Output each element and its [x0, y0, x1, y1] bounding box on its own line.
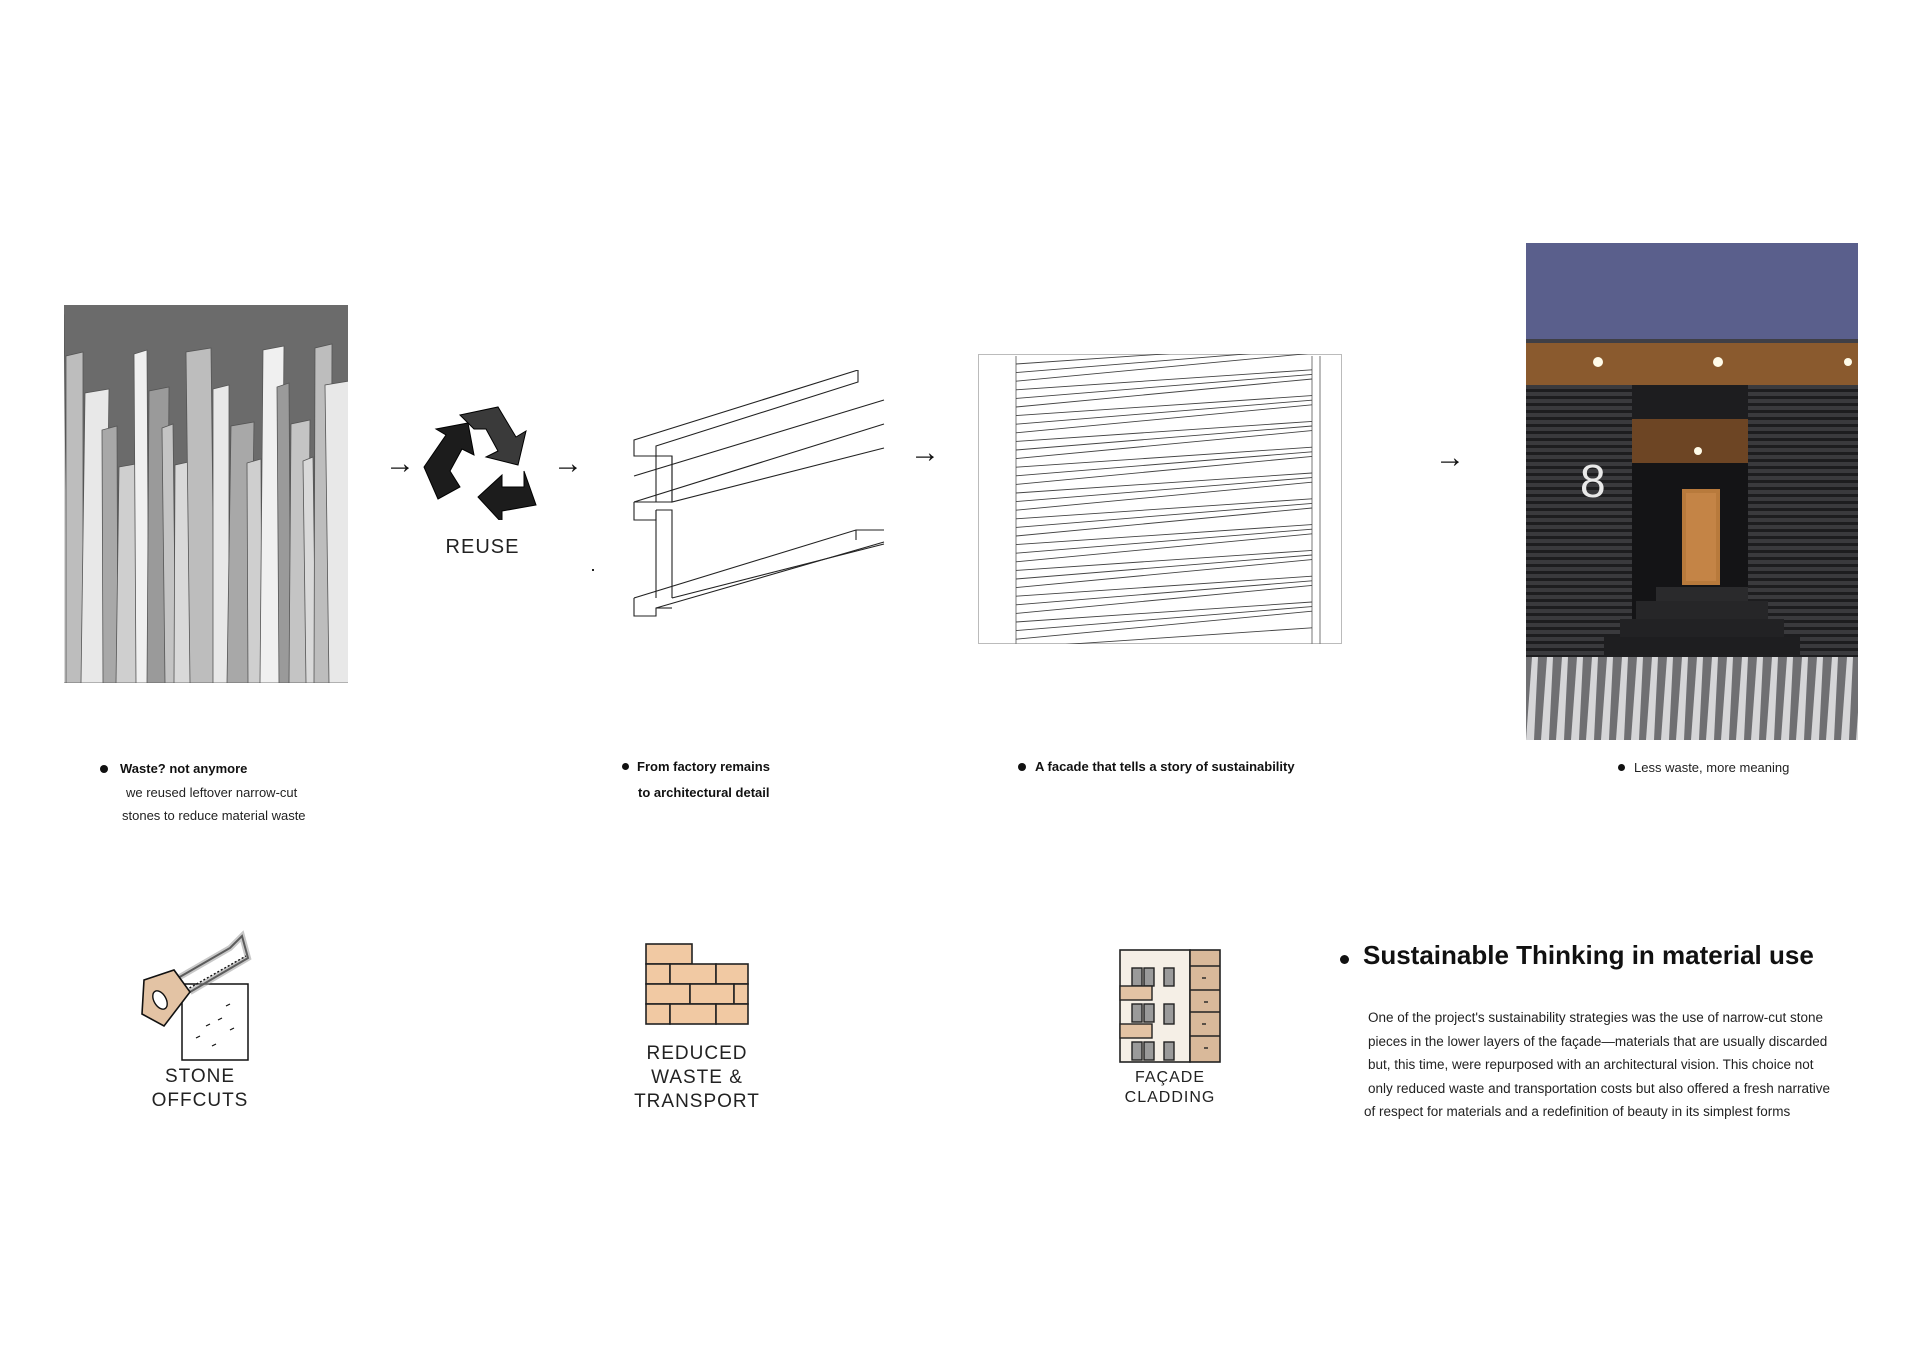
caption-title: Waste? not anymore	[120, 761, 248, 776]
facade-elevation-drawing	[978, 354, 1342, 644]
paragraph-line: of respect for materials and a redefinition of beauty in its simplest forms	[1364, 1104, 1791, 1119]
stone-profile-drawing	[628, 370, 890, 618]
caption-factory	[622, 758, 862, 800]
paragraph-line: only reduced waste and transportation costs but also offered a fresh narrative	[1368, 1080, 1831, 1096]
arrow-icon: →	[1435, 441, 1465, 474]
bullet	[622, 763, 629, 770]
label-line: WASTE &	[651, 1067, 743, 1088]
caption-title: From factory remains	[637, 759, 770, 774]
arrow-icon: →	[385, 447, 415, 480]
caption-title: Less waste, more meaning	[1634, 760, 1790, 775]
caption-meaning	[1618, 759, 1858, 777]
brick-wall-icon	[644, 942, 750, 1028]
caption-title: A facade that tells a story of sustainability	[1035, 759, 1295, 774]
caption-line: stones to reduce material waste	[122, 808, 306, 823]
building-entrance-photo	[1526, 243, 1858, 740]
bullet	[1340, 955, 1349, 964]
bullet	[100, 765, 108, 773]
bullet	[1018, 763, 1026, 771]
label-line: TRANSPORT	[634, 1091, 760, 1112]
caption-line: we reused leftover narrow-cut	[126, 785, 298, 800]
stone-offcuts-label	[130, 1065, 270, 1113]
caption-line: to architectural detail	[638, 785, 770, 800]
reduced-waste-label	[622, 1042, 772, 1114]
label-line: CLADDING	[1124, 1089, 1216, 1106]
bullet	[1618, 764, 1625, 771]
stone-offcuts-photo	[64, 305, 348, 683]
paragraph-line: pieces in the lower layers of the façade—materials that are usually discarded	[1368, 1033, 1828, 1049]
dot-mark	[592, 569, 594, 571]
facade-cladding-label	[1100, 1068, 1240, 1108]
label-line: STONE	[164, 1066, 236, 1087]
saw-icon	[134, 930, 258, 1062]
facade-cladding-icon	[1118, 948, 1222, 1064]
arrow-icon: →	[553, 447, 583, 480]
summary-heading	[1340, 940, 1900, 971]
label-line: REDUCED	[646, 1043, 748, 1064]
reuse-label: REUSE	[445, 536, 520, 558]
label-line: OFFCUTS	[151, 1090, 249, 1111]
label-line: FAÇADE	[1134, 1069, 1205, 1086]
paragraph-line: One of the project's sustainability strategies was the use of narrow-cut stone	[1368, 1010, 1824, 1025]
caption-waste	[100, 760, 360, 823]
section-heading: Sustainable Thinking in material use	[1363, 940, 1814, 970]
summary-paragraph	[1364, 1006, 1888, 1124]
caption-facade	[1018, 758, 1378, 776]
house-number: 8	[1580, 455, 1606, 507]
recycle-icon	[420, 395, 545, 520]
arrow-icon: →	[910, 436, 940, 469]
paragraph-line: but, this time, were repurposed with an architectural vision. This choice not	[1368, 1057, 1814, 1072]
